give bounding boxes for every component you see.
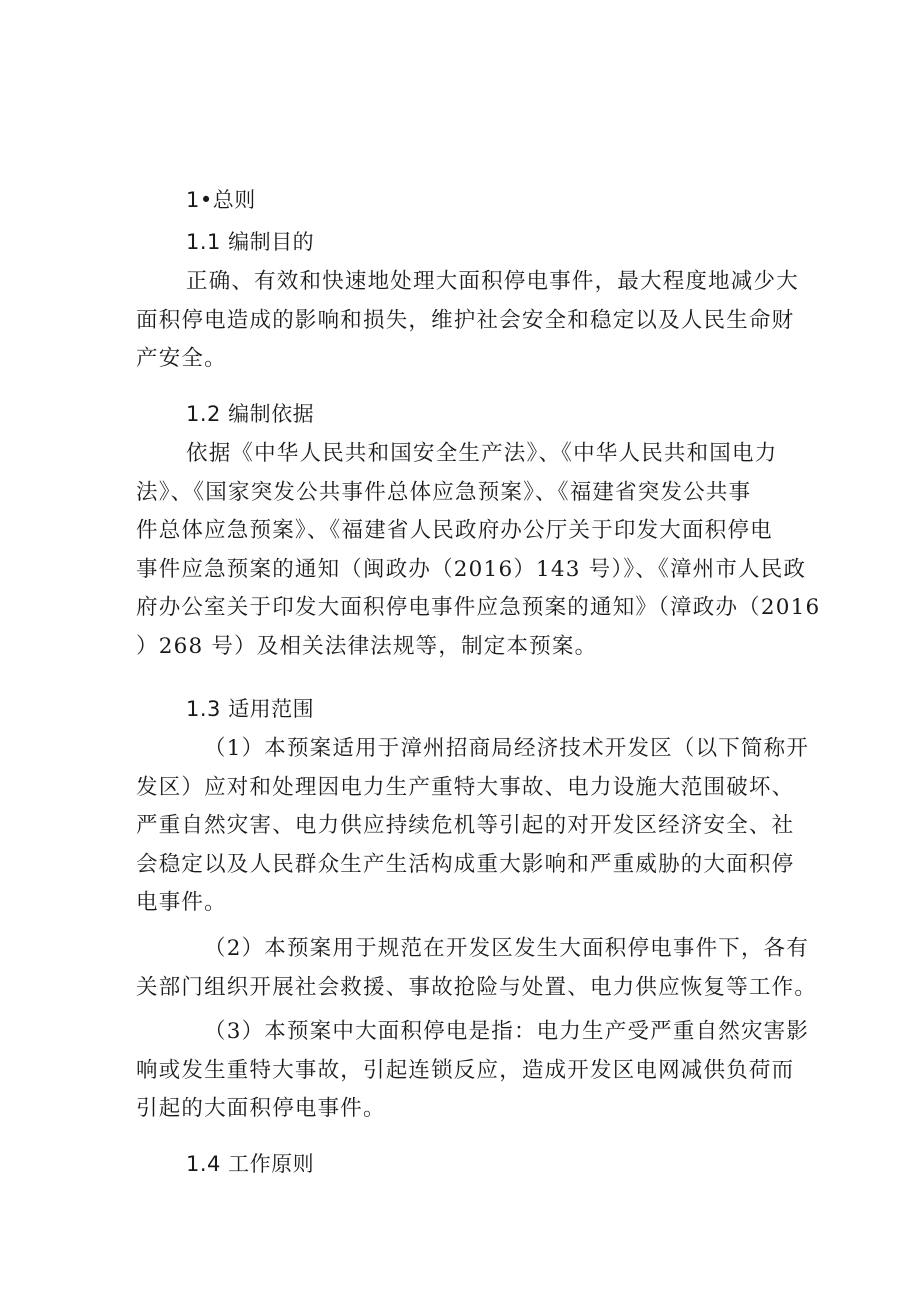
text-line: 依据《中华人民共和国安全生产法》、《中华人民共和国电力 [186, 441, 778, 466]
text-line: （3）本预案中大面积停电是指：电力生产受严重自然灾害影 [204, 1019, 810, 1044]
text-line: （2）本预案用于规范在开发区发生大面积停电事件下，各有 [204, 936, 810, 961]
text-line: 正确、有效和快速地处理大面积停电事件，最大程度地减少大 [186, 269, 799, 294]
section-heading-scope: 1.3 适用范围 [186, 697, 315, 721]
text-line: （1）本预案适用于漳州招商局经济技术开发区（以下简称开 [204, 736, 810, 761]
paragraph-purpose [136, 263, 826, 379]
text-line: 府办公室关于印发大面积停电事件应急预案的通知》（漳政办（2016 [136, 595, 821, 620]
text-line: 电事件。 [136, 890, 227, 915]
text-line: 引起的大面积停电事件。 [136, 1096, 386, 1121]
paragraph-scope-item-2 [136, 930, 826, 1007]
text-line: 件总体应急预案》、《福建省人民政府办公厅关于印发大面积停电 [136, 518, 773, 543]
paragraph-scope-item-3 [136, 1013, 826, 1129]
paragraph-basis [136, 435, 826, 666]
text-line: 响或发生重特大事故，引起连锁反应，造成开发区电网减供负荷而 [136, 1057, 795, 1083]
text-line: 关部门组织开展社会救援、事故抢险与处置、电力供应恢复等工作。 [136, 974, 818, 1000]
section-heading-purpose: 1.1 编制目的 [186, 230, 315, 254]
section-heading-principles: 1.4 工作原则 [186, 1152, 315, 1176]
text-line: 法》、《国家突发公共事件总体应急预案》、《福建省突发公共事 [136, 479, 752, 505]
text-line: 会稳定以及人民群众生产生活构成重大影响和严重威胁的大面积停 [136, 851, 795, 877]
text-line: 严重自然灾害、电力供应持续危机等引起的对开发区经济安全、社 [136, 813, 795, 838]
text-line: ）268 号）及相关法律法规等，制定本预案。 [136, 633, 598, 659]
paragraph-scope-item-1 [136, 730, 826, 923]
section-heading-general: 1•总则 [186, 188, 256, 212]
text-line: 产安全。 [136, 346, 227, 371]
text-line: 面积停电造成的影响和损失，维护社会安全和稳定以及人民生命财 [136, 307, 795, 333]
text-line: 发区）应对和处理因电力生产重特大事故、电力设施大范围破坏、 [136, 774, 795, 800]
text-line: 事件应急预案的通知（闽政办（2016）143 号）》、《漳州市人民政 [136, 556, 807, 582]
section-heading-basis: 1.2 编制依据 [186, 402, 315, 426]
